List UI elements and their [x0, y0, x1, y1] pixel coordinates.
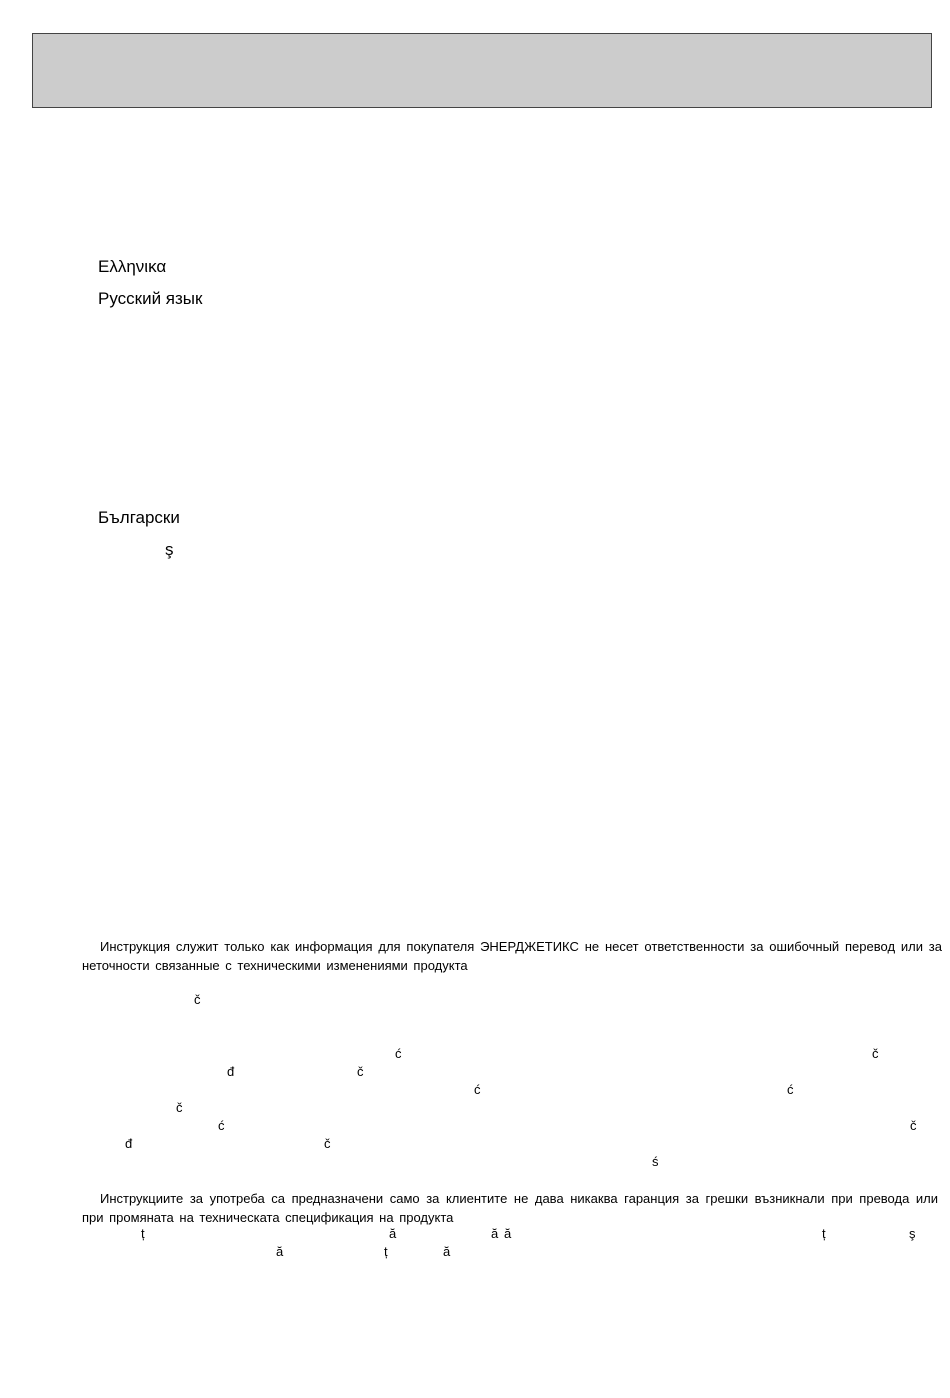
- language-romanian-glyph: ş: [165, 540, 174, 559]
- glyph-a-breve: ă: [443, 1244, 451, 1259]
- language-russian: Русский язык: [98, 289, 203, 308]
- glyph-c-caron: č: [872, 1046, 879, 1061]
- glyph-a-breve: ă: [504, 1226, 512, 1241]
- glyph-c-caron: č: [176, 1100, 183, 1115]
- disclaimer-russian: Инструкция служит только как информация для покупателя ЭНЕРДЖЕТИКС не несет ответственности за ошибочный перевод или за неточности связанные с техническими изменениями продукта: [82, 939, 942, 973]
- glyph-c-acute: ć: [218, 1118, 225, 1133]
- glyph-d-stroke: đ: [227, 1064, 235, 1079]
- glyph-a-breve: ă: [491, 1226, 499, 1241]
- language-greek: Ελληνικα: [98, 257, 167, 276]
- glyph-c-caron: č: [357, 1064, 364, 1079]
- glyph-a-breve: ă: [276, 1244, 284, 1259]
- glyph-c-acute: ć: [474, 1082, 481, 1097]
- header-bar: [32, 33, 932, 108]
- glyph-s-acute: ś: [652, 1154, 659, 1169]
- glyph-c-caron: č: [910, 1118, 917, 1133]
- glyph-c-caron: č: [324, 1136, 331, 1151]
- disclaimer-bulgarian: Инструкциите за употреба са предназначени само за клиентите не дава никаква гаранция за грешки възникнали при превода или при промяната на техническата спецификация на продукта: [82, 1191, 938, 1225]
- language-bulgarian: Български: [98, 508, 180, 527]
- glyph-t-comma: ț: [141, 1226, 145, 1241]
- glyph-s-cedilla: ş: [909, 1226, 916, 1241]
- glyph-c-acute: ć: [395, 1046, 402, 1061]
- glyph-d-stroke: đ: [125, 1136, 133, 1151]
- glyph-t-comma: ț: [822, 1226, 826, 1241]
- glyph-t-comma: ț: [384, 1244, 388, 1259]
- glyph-c-acute: ć: [787, 1082, 794, 1097]
- glyph-c-caron: č: [194, 992, 201, 1007]
- glyph-a-breve: ă: [389, 1226, 397, 1241]
